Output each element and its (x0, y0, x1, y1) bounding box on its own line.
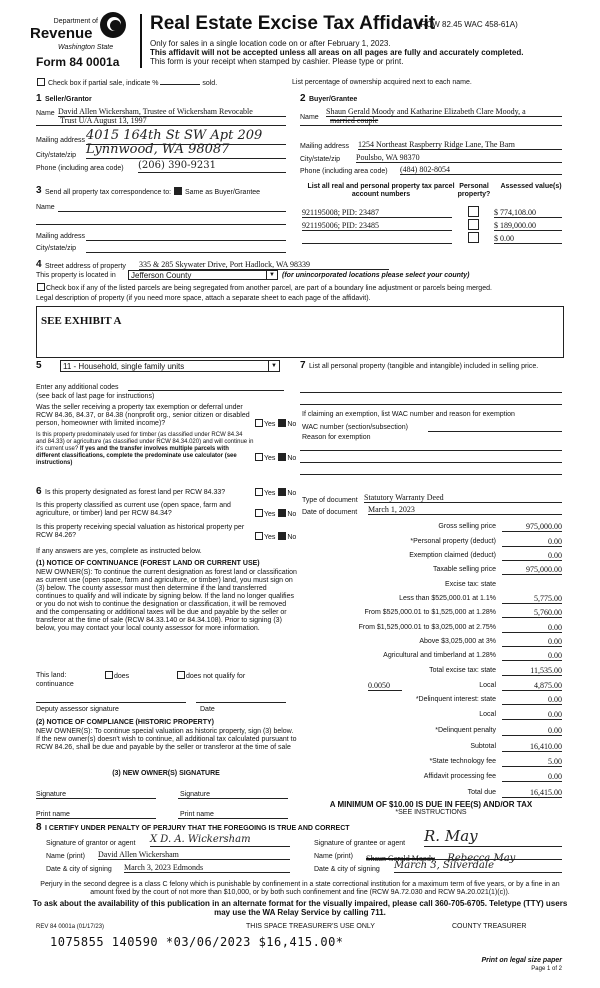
located-in-label: This property is located in (36, 272, 116, 279)
seller-name-field-2[interactable]: Trust U/A August 13, 1997 (36, 116, 286, 126)
alt-format-notice: To ask about the availability of this publication in an alternate format for the visually impaired, please call 360-705-6705. Teletype (TTY) users may use the WA Relay Service by calling 711. (32, 899, 568, 917)
header-note-2: This affidavit will not be accepted unless all areas on all pages are fully and accurately completed. (150, 48, 524, 57)
dept-label: Department of (53, 18, 98, 25)
corr-mailing-label: Mailing address (36, 233, 86, 240)
segregated-row: Check box if any of the listed parcels are being segregated from another parcel, are part of a boundary line adjustment or parcels being merged. (36, 284, 566, 293)
tax-row-tier-3: From $1,525,000.01 to $3,025,000 at 2.75% 0.00 (358, 623, 562, 632)
correspondence-label: Send all property tax correspondence to: Same as Buyer/Grantee (45, 188, 261, 196)
seller-name-label: Name (36, 110, 55, 117)
exemption-deduct-field[interactable]: 0.00 (502, 551, 562, 561)
historic-question: Is this property receiving special valuation as historical property per RCW 84.26? (36, 524, 245, 539)
grantee-name-field[interactable]: Shaun Gerald Moody Rebecca May (366, 848, 562, 860)
section-4-number: 4 (36, 259, 42, 270)
buyer-city-label: City/state/zip (300, 156, 341, 163)
parcel-numbers-header: List all real and personal property tax parcel account numbers (307, 183, 455, 198)
personal-property-label: List all personal property (tangible and intangible) included in selling price. (309, 363, 539, 370)
legal-size-note: Print on legal size paper (481, 957, 562, 964)
buyer-heading: Buyer/Grantee (309, 96, 358, 103)
personal-property-checkbox-1[interactable] (468, 206, 479, 217)
chevron-down-icon: ▼ (268, 361, 279, 372)
personal-property-checkbox-3[interactable] (468, 232, 479, 243)
corr-name-field[interactable] (58, 211, 286, 212)
buyer-mailing-label: Mailing address (300, 143, 350, 150)
new-owner-signature-title: (3) NEW OWNER(S) SIGNATURE (112, 770, 220, 777)
tax-row-tier-1: Less than $525,000.01 at 1.1% 5,775.00 (399, 594, 562, 603)
print-name-label-2: Print name (180, 811, 214, 818)
seller-city-field[interactable]: Lynnwood, WA 98087 (86, 142, 286, 159)
corr-name-field-2[interactable] (36, 224, 286, 225)
q1-no-checkbox[interactable] (278, 419, 286, 427)
street-address-field[interactable]: 335 & 285 Skywater Drive, Port Hadlock, WA 98339 (139, 260, 389, 270)
personal-property-field-1[interactable] (300, 392, 562, 393)
deputy-date-label: Date (200, 706, 215, 713)
delinquent-local-field[interactable]: 0.00 (502, 710, 562, 720)
corr-mailing-field[interactable] (86, 240, 286, 241)
continuance-label: continuance (36, 681, 74, 688)
q6-2-no-checkbox[interactable] (278, 509, 286, 517)
seller-phone-label: Phone (including area code) (36, 165, 124, 172)
this-land-label: This land: (36, 672, 67, 679)
legal-description-label: Legal description of property (if you need more space, attach a separate sheet to each page of the affidavit). (36, 295, 371, 302)
buyer-name-field[interactable]: Shaun Gerald Moody and Katharine Elizabeth Clare Moody, a (326, 107, 562, 117)
chevron-down-icon: ▼ (266, 271, 277, 280)
dor-logo-icon (100, 12, 126, 38)
grantor-signature-field[interactable]: X D. A. Wickersham (150, 834, 290, 847)
total-due-field[interactable]: 16,415.00 (502, 788, 562, 798)
buyer-name-field-2[interactable]: married couple (300, 116, 562, 126)
agri-field[interactable]: 0.00 (502, 651, 562, 661)
exemption-label: If claiming an exemption, list WAC number and reason for exemption (302, 411, 515, 418)
reason-label: Reason for exemption (302, 434, 371, 441)
header-note-3: This form is your receipt when stamped by cashier. Please type or print. (150, 57, 404, 66)
taxable-price-field[interactable]: 975,000.00 (502, 565, 562, 575)
tax-row-tier-4: Above $3,025,000 at 3% 0.00 (419, 637, 562, 646)
deputy-date-field[interactable] (196, 702, 286, 703)
delinquent-state-field[interactable]: 0.00 (502, 695, 562, 705)
if-yes-note: If any answers are yes, complete as instructed below. (36, 548, 202, 555)
buyer-phone-field[interactable]: (484) 802-8054 (400, 165, 562, 175)
tier-1-field[interactable]: 5,775.00 (502, 594, 562, 604)
tax-row-penalty: *Delinquent penalty 0.00 (435, 726, 562, 735)
tax-row-agri: Agricultural and timberland at 1.28% 0.00 (383, 651, 562, 660)
use-code-select[interactable]: 11 - Household, single family units ▼ (60, 360, 280, 372)
does-qualify-checkbox[interactable] (105, 671, 113, 679)
print-name-label-1: Print name (36, 811, 70, 818)
grantee-date-field[interactable]: March 3, Silverdale (394, 860, 562, 873)
grantor-name-field[interactable]: David Allen Wickersham (98, 850, 290, 860)
q2-yes-checkbox[interactable] (255, 453, 263, 461)
grantor-name-label: Name (print) (46, 853, 85, 860)
doc-type-field[interactable]: Statutory Warranty Deed (364, 493, 562, 503)
current-use-question: Is this property classified as current use (open space, farm and agriculture, or timber) land per RCW 84.34? (36, 502, 231, 517)
seller-heading: Seller/Grantor (45, 96, 92, 103)
parcel-number-3[interactable] (302, 234, 452, 244)
signature-label-1: Signature (36, 791, 66, 798)
q1-answer: Yes No (254, 420, 296, 429)
tax-row-taxable: Taxable selling price 975,000.00 (432, 565, 562, 574)
local-rate-field[interactable]: 0.0050 (368, 681, 402, 691)
form-number: Form 84 0001a (36, 55, 120, 69)
section-5-number: 5 (36, 360, 42, 371)
does-not-qualify-checkbox[interactable] (177, 671, 185, 679)
tech-fee-field[interactable]: 5.00 (502, 757, 562, 767)
signature-label-2: Signature (180, 791, 210, 798)
assessed-value-header: Assessed value(s) (500, 183, 562, 190)
additional-codes-field[interactable] (128, 390, 284, 391)
grantee-name-label: Name (print) (314, 853, 353, 860)
minimum-due-note: A MINIMUM OF $10.00 IS DUE IN FEE(S) AND/OR TAX (329, 800, 533, 809)
gross-price-field[interactable]: 975,000.00 (502, 522, 562, 532)
q6-2-yes-checkbox[interactable] (255, 509, 263, 517)
tax-row-delinquent-local: Local 0.00 (479, 710, 562, 719)
legal-description-box[interactable] (36, 306, 564, 358)
seller-mailing-field[interactable]: 4015 164th St SW Apt 209 (86, 128, 286, 145)
grantee-date-label: Date & city of signing (314, 866, 380, 873)
buyer-city-field[interactable]: Poulsbo, WA 98370 (356, 153, 562, 163)
certify-statement: I CERTIFY UNDER PENALTY OF PERJURY THAT THE FOREGOING IS TRUE AND CORRECT (45, 825, 350, 832)
wac-label: WAC number (section/subsection) (302, 424, 408, 431)
notice-continuance-title: (1) NOTICE OF CONTINUANCE (FOREST LAND OR CURRENT USE) (36, 560, 260, 567)
partial-sale-row: Check box if partial sale, indicate % sold. (36, 79, 217, 88)
treasurer-use-label: THIS SPACE TREASURER'S USE ONLY (246, 923, 375, 930)
cashier-stamp: 1075855 140590 *03/06/2023 $16,415.00* (50, 935, 344, 949)
form-title-ref: (RCW 82.45 WAC 458-61A) (418, 20, 518, 29)
deputy-signature-label: Deputy assessor signature (36, 706, 119, 713)
penalty-field[interactable]: 0.00 (502, 726, 562, 736)
q6-2-answer: Yes No (254, 510, 296, 519)
parcel-number-2[interactable]: 921195006; PID: 23485 (302, 221, 452, 231)
subtotal-field[interactable]: 16,410.00 (502, 742, 562, 752)
section-2-number: 2 (300, 93, 306, 104)
tax-row-local: 0.0050 Local 4,875.00 (368, 681, 562, 690)
section-7-number: 7 (300, 360, 306, 371)
processing-fee-field[interactable]: 0.00 (502, 772, 562, 782)
notice-continuance-body: NEW OWNER(S): To continue the current designation as forest land or classification as current use (open space, farm and agriculture, or timber) land, you must sign on (3) below. The county assessor must then determine if the land transferred continues to qualify and will indicate by signing below. If the land no longer qualifies or you do not wish to continue the designation or classification, it will be removed and the compensating or additional taxes will be due and payable by the seller or transferor at the time of sale (RCW 84.33.140 or 84.34.108). Prior to signing (3) below, you may contact your local county assessor for more information. (36, 569, 297, 632)
revision-label: REV 84 0001a (01/17/23) (36, 924, 105, 930)
does-option: does (104, 672, 129, 681)
tier-3-field[interactable]: 0.00 (502, 623, 562, 633)
tax-row-processing-fee: Affidavit processing fee 0.00 (423, 772, 562, 781)
doc-date-field[interactable]: March 1, 2023 (368, 505, 562, 515)
street-address-label: Street address of property (45, 263, 126, 270)
ownership-note: List percentage of ownership acquired next to each name. (292, 79, 472, 86)
q6-1-no-checkbox[interactable] (278, 488, 286, 496)
tax-row-total-state: Total excise tax: state 11,535.00 (429, 666, 562, 675)
dept-state: Washington State (58, 44, 114, 51)
does-not-option: does not qualify for (176, 672, 245, 681)
corr-name-label: Name (36, 204, 55, 211)
tax-row-tier-2: From $525,000.01 to $1,525,000 at 1.28% 5,760.00 (364, 608, 562, 617)
buyer-name-label: Name (300, 114, 319, 121)
section-3-number: 3 (36, 185, 42, 196)
grantor-signature-label: Signature of grantor or agent (46, 840, 136, 847)
see-back-note: (see back of last page for instructions) (36, 393, 155, 400)
corr-city-field[interactable] (86, 252, 286, 253)
personal-property-checkbox-2[interactable] (468, 219, 479, 230)
tax-row-total-due: Total due 16,415.00 (467, 788, 562, 797)
page-number: Page 1 of 2 (531, 966, 562, 972)
header-note-1: Only for sales in a single location code on or after February 1, 2023. (150, 39, 391, 48)
see-instructions-note: *SEE INSTRUCTIONS (395, 809, 467, 816)
seller-city-label: City/state/zip (36, 152, 77, 159)
reason-field-1[interactable] (300, 450, 562, 451)
total-state-field[interactable]: 11,535.00 (502, 666, 562, 676)
buyer-phone-label: Phone (including area code) (300, 168, 388, 175)
tier-2-field[interactable]: 5,760.00 (502, 608, 562, 618)
q6-3-answer: Yes No (254, 533, 296, 542)
dept-revenue: Revenue (30, 25, 93, 42)
grantee-signature-field[interactable]: R. May (424, 826, 562, 847)
header-divider (140, 14, 142, 68)
additional-codes-label: Enter any additional codes (36, 384, 119, 391)
tax-row-excise-state: Excise tax: state (445, 581, 496, 588)
perjury-notice: Perjury in the second degree is a class C felony which is punishable by confinement in a state correctional institution for a maximum term of five years, or by a fine in an amount fixed by the court of not more than $10,000, or by both such confinement and fine (RCW 9A.72.030 and RCW 9A.20.021(1)(c)). (40, 881, 560, 896)
grantor-date-label: Date & city of signing (46, 866, 112, 873)
wac-field[interactable] (428, 431, 562, 432)
partial-sale-percent-field[interactable] (160, 84, 200, 85)
parcel-number-1[interactable]: 921195008; PID: 23487 (302, 208, 452, 218)
timber-question: Is this property predominately used for timber (as classified under RCW 84.34 and 84.33) or agriculture (as classified under RCW 84.34.020) and will continue in it's current use? If yes and the transfer involves multiple parcels with different classifications, complete the predominate use calculator (see instructions) (36, 432, 254, 466)
assessed-value-3[interactable]: $ 0.00 (494, 234, 562, 244)
q6-3-no-checkbox[interactable] (278, 532, 286, 540)
county-treasurer-label: COUNTY TREASURER (452, 923, 527, 930)
seller-name-field[interactable]: David Allen Wickersham, Trustee of Wickersham Revocable (58, 107, 286, 117)
section-6-number: 6 (36, 486, 42, 497)
same-as-buyer-checkbox[interactable] (174, 187, 182, 195)
deputy-signature-field[interactable] (36, 702, 186, 703)
county-note: (for unincorporated locations please select your county) (282, 272, 470, 279)
corr-city-label: City/state/zip (36, 245, 77, 252)
partial-sale-checkbox[interactable] (37, 78, 45, 86)
grantor-date-field[interactable]: March 3, 2023 Edmonds (124, 863, 290, 873)
q1-yes-checkbox[interactable] (255, 419, 263, 427)
assessed-value-2[interactable]: $ 189,000.00 (494, 221, 562, 231)
assessed-value-1[interactable]: $ 774,108.00 (494, 208, 562, 218)
tax-row-personal: *Personal property (deduct) 0.00 (410, 537, 562, 546)
buyer-mailing-field[interactable]: 1254 Northeast Raspberry Ridge Lane, The Barn (358, 140, 562, 150)
county-select[interactable]: Jefferson County ▼ (128, 270, 278, 280)
legal-description-text: SEE EXHIBIT A (41, 315, 122, 327)
section-8-number: 8 (36, 822, 42, 833)
personal-property-deduct-field[interactable]: 0.00 (502, 537, 562, 547)
q6-1-answer: Yes No (254, 489, 296, 498)
segregated-checkbox[interactable] (37, 283, 45, 291)
grantee-signature-label: Signature of grantee or agent (314, 840, 406, 847)
tax-row-exemption: Exemption claimed (deduct) 0.00 (409, 551, 562, 560)
notice-compliance-title: (2) NOTICE OF COMPLIANCE (HISTORIC PROPERTY) (36, 719, 214, 726)
notice-compliance-body: NEW OWNER(S): To continue special valuation as historic property, sign (3) below. If the new owner(s) doesn't wish to continue, all additional tax calculated pursuant to RCW 84.26, shall be due and payable by the seller or transferor at the time of sale (36, 728, 297, 751)
q6-3-yes-checkbox[interactable] (255, 532, 263, 540)
doc-type-label: Type of document (302, 497, 358, 504)
tax-row-delinquent-state: *Delinquent interest: state 0.00 (415, 695, 562, 704)
personal-property-header: Personal property? (457, 183, 491, 198)
tier-4-field[interactable]: 0.00 (502, 637, 562, 647)
tax-row-subtotal: Subtotal 16,410.00 (470, 742, 562, 751)
local-tax-field[interactable]: 4,875.00 (502, 681, 562, 691)
exemption-deferral-question: Was the seller receiving a property tax exemption or deferral under RCW 84.36, 84.37, or 84.38 (nonprofit org., senior citizen or disabled person, homeowner with limited income)? (36, 404, 250, 427)
personal-property-field-2[interactable] (300, 404, 562, 405)
seller-mailing-label: Mailing address (36, 137, 86, 144)
tax-row-tech-fee: *State technology fee 5.00 (429, 757, 562, 766)
tax-row-gross: Gross selling price 975,000.00 (438, 522, 562, 531)
q2-no-checkbox[interactable] (278, 453, 286, 461)
seller-phone-field[interactable]: (206) 390-9231 (138, 160, 286, 173)
forest-land-question: Is this property designated as forest land per RCW 84.33? (45, 489, 226, 496)
q6-1-yes-checkbox[interactable] (255, 488, 263, 496)
reason-field-3[interactable] (300, 474, 562, 475)
reason-field-2[interactable] (300, 462, 562, 463)
doc-date-label: Date of document (302, 509, 358, 516)
form-title: Real Estate Excise Tax Affidavit (150, 13, 436, 34)
q2-answer: Yes No (254, 454, 296, 463)
section-1-number: 1 (36, 93, 42, 104)
